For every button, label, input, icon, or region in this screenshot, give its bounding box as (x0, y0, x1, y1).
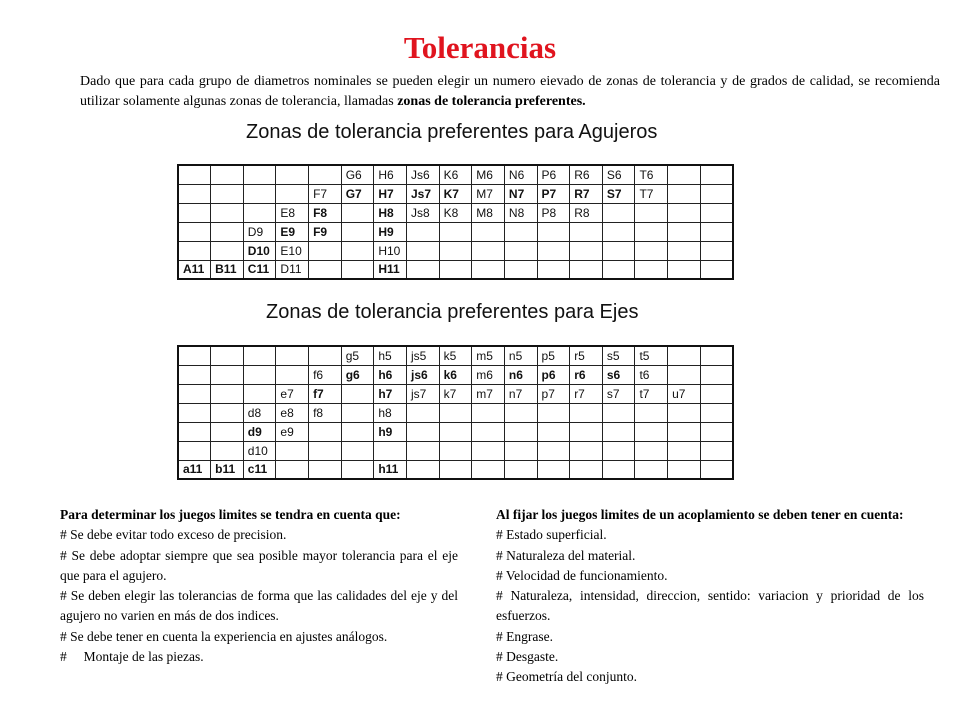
table-row (178, 346, 733, 365)
table-cell: H10 (374, 241, 407, 260)
right-list-item: # Velocidad de funcionamiento. (496, 567, 668, 583)
table-cell: F7 (309, 184, 342, 203)
table-cell: E9 (276, 222, 309, 241)
page-title: Tolerancias (403, 30, 557, 65)
table-cell (243, 365, 276, 384)
table-cell (537, 260, 570, 279)
table-cell (668, 222, 701, 241)
table-cell: g5 (341, 346, 374, 365)
table-cell (341, 384, 374, 403)
table-cell (537, 403, 570, 422)
table-cell: u7 (668, 384, 701, 403)
right-list-item: # Estado superficial. (496, 527, 607, 543)
table-row (178, 241, 733, 260)
table-cell: h11 (374, 460, 407, 479)
table-cell (668, 346, 701, 365)
table-cell (700, 384, 733, 403)
table-cell (178, 365, 211, 384)
table-cell (276, 460, 309, 479)
table-cell: t5 (635, 346, 668, 365)
table-cell: G6 (341, 165, 374, 184)
table-cell (504, 260, 537, 279)
table-cell (668, 184, 701, 203)
table-cell (700, 441, 733, 460)
table-cell (570, 460, 603, 479)
table-cell: c11 (243, 460, 276, 479)
table-cell (374, 441, 407, 460)
table-cell (504, 241, 537, 260)
table-row (178, 422, 733, 441)
table-cell: K8 (439, 203, 472, 222)
table-cell: d8 (243, 403, 276, 422)
left-column-heading: Para determinar los juegos limites se tendra en cuenta que: (60, 507, 401, 522)
table-cell: E8 (276, 203, 309, 222)
table-cell: H7 (374, 184, 407, 203)
right-column-heading: Al fijar los juegos limites de un acoplamiento se deben tener en cuenta: (496, 507, 904, 522)
table-cell (537, 241, 570, 260)
table-cell (602, 241, 635, 260)
table-cell (472, 222, 505, 241)
table-cell (439, 460, 472, 479)
right-list-item: # Engrase. (496, 628, 553, 644)
table-cell (668, 165, 701, 184)
table-cell: n6 (504, 365, 537, 384)
left-list-item: # Se debe tener en cuenta la experiencia en ajustes análogos. (60, 628, 388, 644)
table-cell (602, 222, 635, 241)
table-cell (700, 403, 733, 422)
intro-bold: zonas de tolerancia preferentes. (397, 94, 586, 109)
table-cell: g6 (341, 365, 374, 384)
table-cell: t6 (635, 365, 668, 384)
table-cell (178, 346, 211, 365)
right-column (496, 505, 924, 688)
table-cell (504, 441, 537, 460)
table-cell (570, 422, 603, 441)
table-cell (439, 422, 472, 441)
holes-tolerance-table (177, 164, 734, 280)
table-cell: f8 (309, 403, 342, 422)
table-cell (700, 346, 733, 365)
intro-paragraph (80, 72, 940, 112)
table-cell (211, 384, 244, 403)
table-row (178, 165, 733, 184)
table-cell: h7 (374, 384, 407, 403)
table-cell: N6 (504, 165, 537, 184)
table-cell (668, 441, 701, 460)
table-cell (309, 441, 342, 460)
table-cell (537, 422, 570, 441)
table-cell: D9 (243, 222, 276, 241)
table-row (178, 222, 733, 241)
table-cell (504, 422, 537, 441)
table-cell (602, 422, 635, 441)
table-cell (243, 346, 276, 365)
table-cell (178, 441, 211, 460)
table-cell (504, 460, 537, 479)
table-cell: C11 (243, 260, 276, 279)
table-cell (700, 365, 733, 384)
table-cell (341, 241, 374, 260)
table-cell (178, 222, 211, 241)
table-cell (602, 460, 635, 479)
table-cell: M7 (472, 184, 505, 203)
table-cell (537, 222, 570, 241)
table-cell: k5 (439, 346, 472, 365)
table-cell: R7 (570, 184, 603, 203)
table-cell (439, 441, 472, 460)
table-cell (570, 441, 603, 460)
table-cell: M8 (472, 203, 505, 222)
table-cell: d10 (243, 441, 276, 460)
table-cell: A11 (178, 260, 211, 279)
table-cell (309, 241, 342, 260)
table-cell: r6 (570, 365, 603, 384)
table-cell: s7 (602, 384, 635, 403)
table-cell (504, 222, 537, 241)
table-cell (668, 241, 701, 260)
table-cell: B11 (211, 260, 244, 279)
table-cell (635, 441, 668, 460)
table-cell: s5 (602, 346, 635, 365)
intro-text: Dado que para cada grupo de diametros nominales se pueden elegir un numero eievado de zonas de tolerancia y de grados de calidad, se recomienda utilizar solamente algunas zonas de tolerancia, llamadas (80, 74, 940, 109)
table-cell: S6 (602, 165, 635, 184)
table-cell (635, 422, 668, 441)
table-cell: N7 (504, 184, 537, 203)
table-cell: k7 (439, 384, 472, 403)
table-cell: d9 (243, 422, 276, 441)
table-cell (602, 203, 635, 222)
table-cell (276, 184, 309, 203)
table-cell (211, 203, 244, 222)
table-cell: H6 (374, 165, 407, 184)
table-cell: N8 (504, 203, 537, 222)
table-cell: b11 (211, 460, 244, 479)
table-cell: P6 (537, 165, 570, 184)
table-cell: G7 (341, 184, 374, 203)
left-list-item: # Montaje de las piezas. (60, 649, 204, 665)
table-cell (602, 403, 635, 422)
table-cell: S7 (602, 184, 635, 203)
table-cell (570, 403, 603, 422)
table-cell (635, 203, 668, 222)
table-cell (570, 241, 603, 260)
table-cell (276, 346, 309, 365)
table-cell (537, 460, 570, 479)
table-cell (570, 222, 603, 241)
table-cell: F8 (309, 203, 342, 222)
table-cell (472, 441, 505, 460)
table-cell: f7 (309, 384, 342, 403)
table-cell (309, 165, 342, 184)
table-cell: e9 (276, 422, 309, 441)
table-cell (570, 260, 603, 279)
table-cell (504, 403, 537, 422)
table-cell: e8 (276, 403, 309, 422)
table-cell: m7 (472, 384, 505, 403)
table-cell (211, 241, 244, 260)
table-cell (439, 222, 472, 241)
table-cell (178, 241, 211, 260)
table-cell (602, 441, 635, 460)
table-cell: Js7 (406, 184, 439, 203)
table-cell (537, 441, 570, 460)
table-cell (309, 346, 342, 365)
table-cell (341, 222, 374, 241)
left-list-item: # Se debe evitar todo exceso de precision. (60, 527, 287, 543)
table-cell (472, 422, 505, 441)
table-cell (406, 241, 439, 260)
right-list-item: # Naturaleza, intensidad, direccion, sentido: variacion y prioridad de los esfuerzos. (496, 588, 924, 624)
table-cell: a11 (178, 460, 211, 479)
table-cell (243, 165, 276, 184)
table-cell (276, 441, 309, 460)
table-cell (211, 365, 244, 384)
table-cell (309, 260, 342, 279)
table-row (178, 203, 733, 222)
table-cell: k6 (439, 365, 472, 384)
table-cell: K7 (439, 184, 472, 203)
table-cell (406, 422, 439, 441)
table-cell: t7 (635, 384, 668, 403)
table-cell (406, 441, 439, 460)
table-cell (635, 403, 668, 422)
right-list-item: # Geometría del conjunto. (496, 669, 637, 685)
table-cell (700, 460, 733, 479)
table-cell (211, 403, 244, 422)
table-cell (341, 422, 374, 441)
table-cell (178, 422, 211, 441)
right-list-item: # Desgaste. (496, 649, 559, 665)
table-cell (635, 460, 668, 479)
table-cell: js5 (406, 346, 439, 365)
table-cell (700, 260, 733, 279)
table-cell: H8 (374, 203, 407, 222)
table-cell (700, 422, 733, 441)
table-cell (635, 260, 668, 279)
table-cell (406, 460, 439, 479)
table-cell (668, 260, 701, 279)
table-cell (178, 403, 211, 422)
table-cell (341, 441, 374, 460)
table-cell (439, 260, 472, 279)
table-cell (406, 222, 439, 241)
table-cell: Js8 (406, 203, 439, 222)
table-cell: H11 (374, 260, 407, 279)
holes-table-title: Zonas de tolerancia preferentes para Agujeros (246, 121, 658, 143)
table-cell: M6 (472, 165, 505, 184)
table-cell (668, 460, 701, 479)
table-cell: E10 (276, 241, 309, 260)
table-row (178, 403, 733, 422)
table-cell: P8 (537, 203, 570, 222)
left-column (60, 505, 458, 667)
table-row (178, 384, 733, 403)
table-cell (178, 384, 211, 403)
table-cell (635, 222, 668, 241)
table-cell: m5 (472, 346, 505, 365)
table-row (178, 184, 733, 203)
table-cell (635, 241, 668, 260)
table-cell (341, 460, 374, 479)
right-list-item: # Naturaleza del material. (496, 547, 636, 563)
table-cell (700, 222, 733, 241)
table-cell (700, 241, 733, 260)
table-cell: T6 (635, 165, 668, 184)
left-list-item: # Se debe adoptar siempre que sea posible mayor tolerancia para el eje que para el agujero. (60, 547, 458, 583)
table-cell: h8 (374, 403, 407, 422)
table-cell: F9 (309, 222, 342, 241)
table-cell (211, 346, 244, 365)
table-cell (211, 422, 244, 441)
table-cell (406, 403, 439, 422)
table-cell: js6 (406, 365, 439, 384)
table-row (178, 260, 733, 279)
table-cell: p7 (537, 384, 570, 403)
table-cell (341, 260, 374, 279)
table-cell: h5 (374, 346, 407, 365)
table-cell: js7 (406, 384, 439, 403)
table-cell: R8 (570, 203, 603, 222)
table-cell (668, 403, 701, 422)
left-list-item: # Se deben elegir las tolerancias de forma que las calidades del eje y del agujero no varien en más de dos indices. (60, 588, 458, 624)
table-cell (309, 422, 342, 441)
table-cell (700, 203, 733, 222)
table-cell (341, 403, 374, 422)
table-row (178, 441, 733, 460)
table-cell (700, 165, 733, 184)
table-cell (472, 403, 505, 422)
shafts-table-title: Zonas de tolerancia preferentes para Ejes (266, 301, 639, 323)
table-cell: H9 (374, 222, 407, 241)
table-cell: Js6 (406, 165, 439, 184)
table-cell (341, 203, 374, 222)
table-cell: n7 (504, 384, 537, 403)
table-cell (178, 165, 211, 184)
table-cell (211, 184, 244, 203)
table-cell: p6 (537, 365, 570, 384)
table-cell (276, 165, 309, 184)
table-row (178, 365, 733, 384)
table-cell: P7 (537, 184, 570, 203)
table-cell: p5 (537, 346, 570, 365)
table-cell (406, 260, 439, 279)
table-cell (472, 260, 505, 279)
table-cell (700, 184, 733, 203)
table-row (178, 460, 733, 479)
shafts-tolerance-table (177, 345, 734, 480)
table-cell (472, 460, 505, 479)
table-cell (276, 365, 309, 384)
table-cell (472, 241, 505, 260)
table-cell (668, 365, 701, 384)
table-cell: m6 (472, 365, 505, 384)
table-cell: e7 (276, 384, 309, 403)
table-cell: T7 (635, 184, 668, 203)
table-cell (309, 460, 342, 479)
table-cell: D10 (243, 241, 276, 260)
table-cell (668, 422, 701, 441)
table-cell (243, 184, 276, 203)
table-cell (243, 384, 276, 403)
table-cell: f6 (309, 365, 342, 384)
table-cell (178, 203, 211, 222)
table-cell (243, 203, 276, 222)
table-cell: K6 (439, 165, 472, 184)
table-cell: r5 (570, 346, 603, 365)
table-cell (602, 260, 635, 279)
table-cell: R6 (570, 165, 603, 184)
table-cell: D11 (276, 260, 309, 279)
table-cell: n5 (504, 346, 537, 365)
table-cell: h6 (374, 365, 407, 384)
table-cell: s6 (602, 365, 635, 384)
table-cell (439, 403, 472, 422)
table-cell: r7 (570, 384, 603, 403)
table-cell (211, 222, 244, 241)
table-cell: h9 (374, 422, 407, 441)
table-cell (211, 441, 244, 460)
table-cell (178, 184, 211, 203)
table-cell (668, 203, 701, 222)
table-cell (211, 165, 244, 184)
table-cell (439, 241, 472, 260)
